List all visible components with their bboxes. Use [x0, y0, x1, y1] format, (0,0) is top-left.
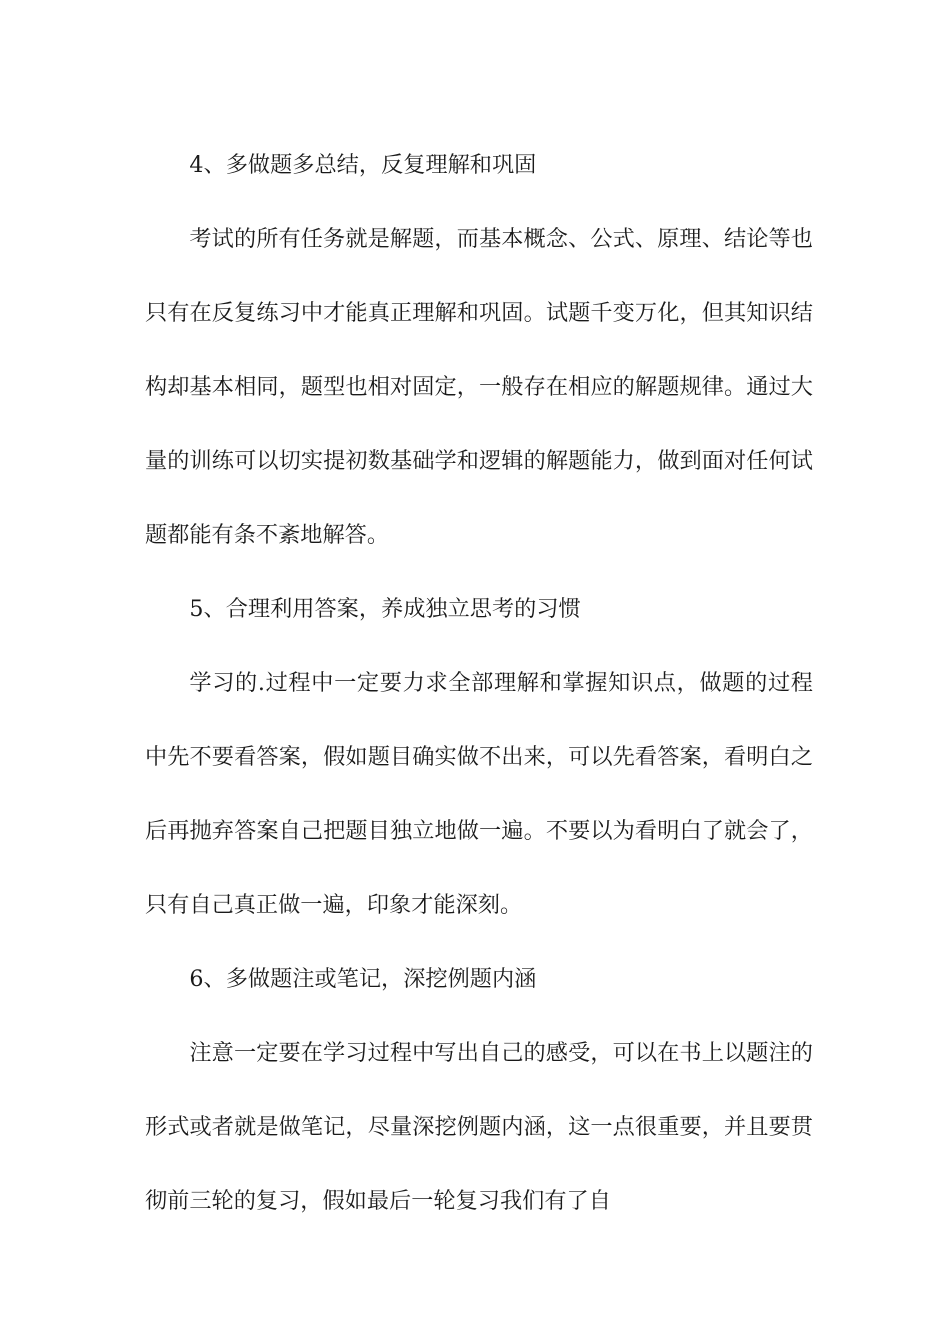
document-body	[145, 128, 813, 1238]
section-heading-6: 6、多做题注或笔记，深挖例题内涵	[189, 966, 537, 992]
section-heading-4: 4、多做题多总结，反复理解和巩固	[189, 152, 537, 178]
section-paragraph-6: 注意一定要在学习过程中写出自己的感受，可以在书上以题注的形式或者就是做笔记，尽量深挖例题内涵，这一点很重要，并且要贯彻前三轮的复习，假如最后一轮复习我们有了自	[145, 1040, 813, 1214]
section-paragraph-4: 考试的所有任务就是解题，而基本概念、公式、原理、结论等也只有在反复练习中才能真正理解和巩固。试题千变万化，但其知识结构却基本相同，题型也相对固定，一般存在相应的解题规律。通过大量的训练可以切实提初数基础学和逻辑的解题能力，做到面对任何试题都能有条不紊地解答。	[145, 226, 813, 548]
section-paragraph-5: 学习的.过程中一定要力求全部理解和掌握知识点，做题的过程中先不要看答案，假如题目确实做不出来，可以先看答案，看明白之后再抛弃答案自己把题目独立地做一遍。不要以为看明白了就会了，只有自己真正做一遍，印象才能深刻。	[145, 670, 813, 918]
section-heading-5: 5、合理利用答案，养成独立思考的习惯	[189, 596, 581, 622]
